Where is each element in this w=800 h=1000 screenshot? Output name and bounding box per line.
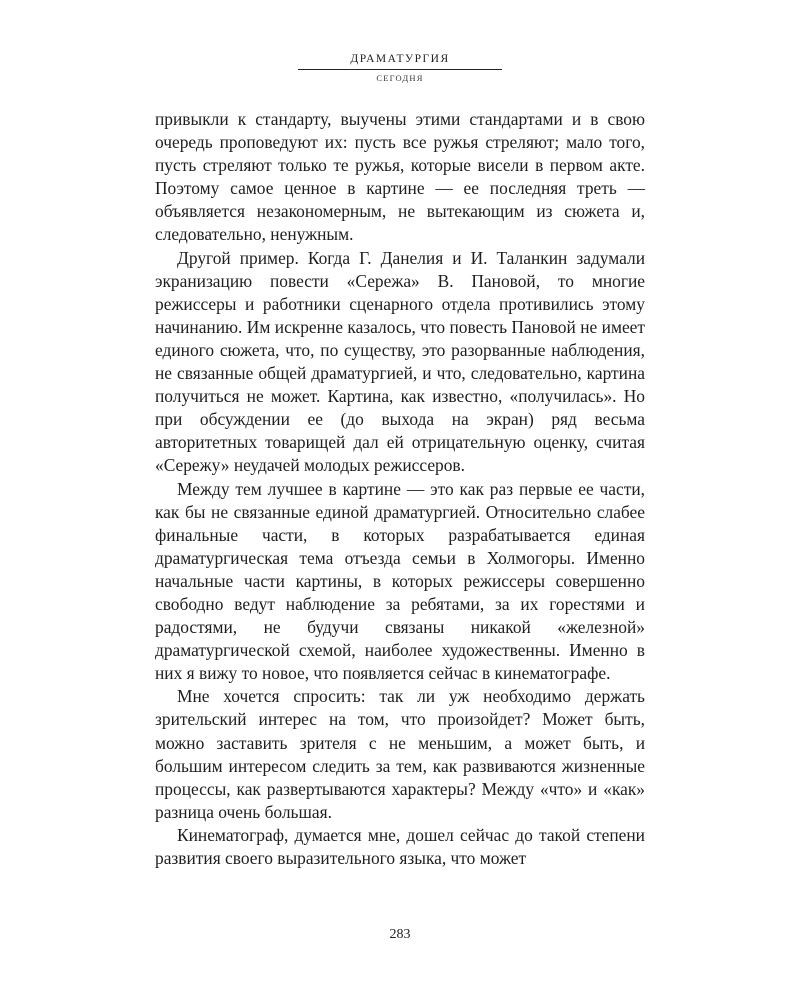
paragraph: Между тем лучшее в картине — это как раз первые ее части, как бы не связанные единой драматургией. Относительно слабее финальные части, в которых разрабатывается единая драматургическая тема отъезда семьи в Холмогоры. Именно начальные части картины, в которых режиссеры совершенно свободно ведут наблюдение за ребятами, за их горестями и радостями, не будучи связаны никакой «железной» драматургической схемой, наиболее художественны. Именно в них я вижу то новое, что появляется сейчас в кинематографе.	[155, 478, 645, 684]
running-header-subtitle: СЕГОДНЯ	[376, 73, 424, 83]
running-header	[0, 52, 800, 84]
header-rule	[298, 69, 502, 70]
paragraph: привыкли к стандарту, выучены этими стандартами и в свою очередь проповедуют их: пусть все ружья стреляют; мало того, пусть стреляют только те ружья, которые висели в первом акте. Поэтому самое ценное в картине — ее последняя треть — объявляется незакономерным, не вытекающим из сюжета и, следовательно, ненужным.	[155, 109, 645, 245]
running-header-title: ДРАМАТУРГИЯ	[350, 53, 450, 65]
paragraph: Кинематограф, думается мне, дошел сейчас до такой степени развития своего выразительного языка, что может	[155, 824, 645, 868]
page-number: 283	[389, 927, 411, 942]
paragraph: Мне хочется спросить: так ли уж необходимо держать зрительский интерес на том, что произойдет? Может быть, можно заставить зрителя с не меньшим, а может быть, и большим интересом следить за тем, как развиваются жизненные процессы, как развертываются характеры? Между «что» и «как» разница очень большая.	[155, 686, 645, 822]
paragraph: Другой пример. Когда Г. Данелия и И. Таланкин задумали экранизацию повести «Сережа» В. Пановой, то многие режиссеры и работники сценарного отдела противились этому начинанию. Им искренне казалось, что повесть Пановой не имеет единого сюжета, что, по существу, это разорванные наблюдения, не связанные общей драматургией, и что, следовательно, картина получиться не может. Картина, как известно, «получилась». Но при обсуждении ее (до выхода на экран) ряд весьма авторитетных товарищей дал ей отрицательную оценку, считая «Сережу» неудачей молодых режиссеров.	[155, 247, 645, 476]
body-text	[155, 108, 645, 870]
